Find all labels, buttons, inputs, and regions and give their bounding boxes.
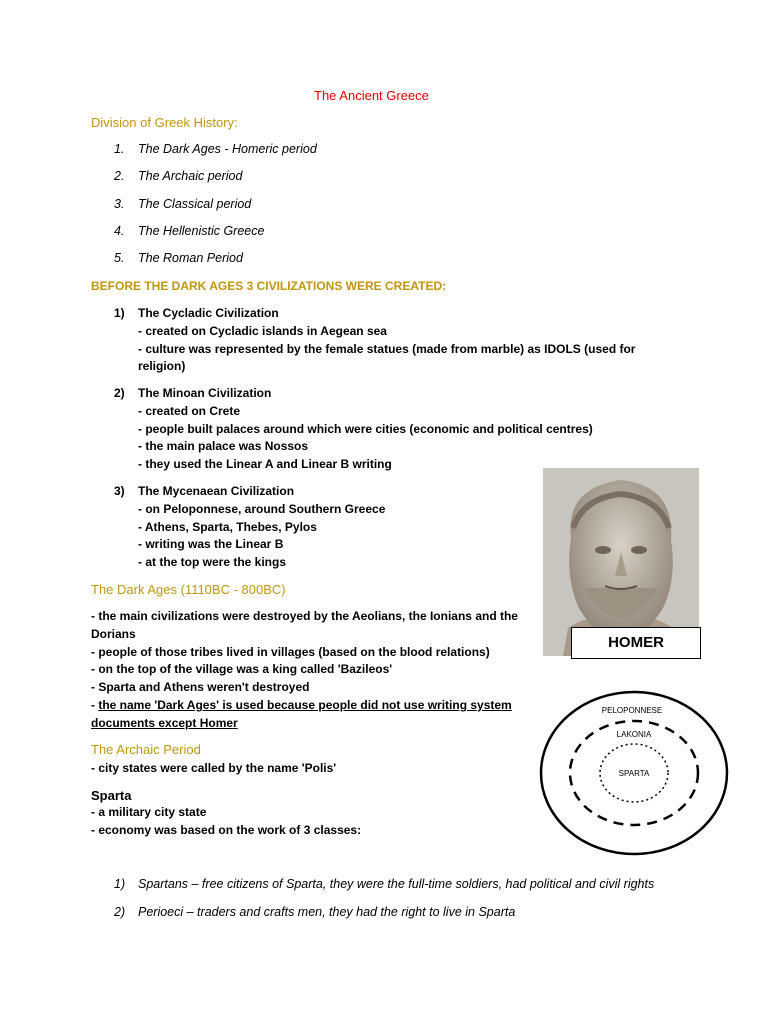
dark-ages-line: - Sparta and Athens weren't destroyed [91,680,310,695]
civilization-detail-line: - they used the Linear A and Linear B writing [138,457,392,472]
dark-ages-line: - people of those tribes lived in villages (based on the blood relations) [91,644,490,659]
division-item-num: 1. [114,142,125,156]
dark-ages-line: - on the top of the village was a king called 'Bazileos' [91,662,393,677]
division-item-num: 5. [114,251,125,265]
before-heading: BEFORE THE DARK AGES 3 CIVILIZATIONS WERE CREATED: [91,279,447,293]
civilization-detail-line: - Athens, Sparta, Thebes, Pylos [138,519,317,534]
dash: - [91,698,99,712]
division-item-text: The Dark Ages - Homeric period [138,142,317,156]
civilization-name: The Mycenaean Civilization [138,484,295,498]
civilization-num: 1) [114,306,125,320]
civilization-name: The Minoan Civilization [138,386,272,400]
civilization-detail-line: - culture was represented by the female statues (made from marble) as IDOLS (used for [138,341,636,356]
civilization-detail-line: religion) [138,359,186,374]
dark-ages-line: - the main civilizations were destroyed by the Aeolians, the Ionians and the [91,609,518,623]
label-sparta: SPARTA [618,769,650,778]
label-lakonia: LAKONIA [616,730,652,739]
civilization-detail-line: - writing was the Linear B [138,537,284,552]
sparta-heading: Sparta [91,788,132,803]
division-item-text: The Archaic period [138,169,243,183]
page-title: The Ancient Greece [314,88,429,103]
archaic-heading: The Archaic Period [91,742,201,757]
division-item-text: The Roman Period [138,251,243,265]
division-heading: Division of Greek History: [91,115,238,130]
underlined-text-1: the name 'Dark Ages' is used because people did not use writing system [98,698,512,712]
sparta-line-1: - a military city state [91,805,207,819]
division-item-num: 2. [114,169,125,183]
class-text-1: Spartans – free citizens of Sparta, they were the full-time soldiers, had political and civil rights [138,877,655,891]
archaic-line: - city states were called by the name 'Polis' [91,761,337,775]
civilization-num: 2) [114,386,125,400]
civilization-detail-line: - the main palace was Nossos [138,439,309,454]
class-num-1: 1) [114,877,126,891]
dark-ages-line: Dorians [91,626,136,641]
division-item-text: The Classical period [138,197,252,211]
civilization-num: 3) [114,484,125,498]
civilization-detail-line: - created on Cycladic islands in Aegean sea [138,324,387,338]
division-item-num: 4. [114,224,125,238]
label-peloponnese: PELOPONNESE [601,706,663,715]
dark-ages-heading: The Dark Ages (1110BC - 800BC) [91,582,286,597]
division-item-text: The Hellenistic Greece [138,224,265,238]
civilization-detail-line: - at the top were the kings [138,555,287,570]
peloponnese-diagram [536,686,736,862]
underlined-text-2: documents except Homer [91,716,238,730]
homer-label: HOMER [571,627,701,659]
civilization-detail-line: - people built palaces around which were cities (economic and political centres) [138,421,593,436]
class-text-2: Perioeci – traders and crafts men, they had the right to live in Sparta [138,905,516,919]
division-item-num: 3. [114,197,125,211]
civilization-name: The Cycladic Civilization [138,306,279,320]
class-num-2: 2) [114,905,126,919]
dark-ages-underlined-line [91,698,512,712]
sparta-line-2: - economy was based on the work of 3 classes: [91,823,362,837]
civilization-detail-line: - created on Crete [138,404,241,418]
civilization-detail-line: - on Peloponnese, around Southern Greece [138,502,386,516]
